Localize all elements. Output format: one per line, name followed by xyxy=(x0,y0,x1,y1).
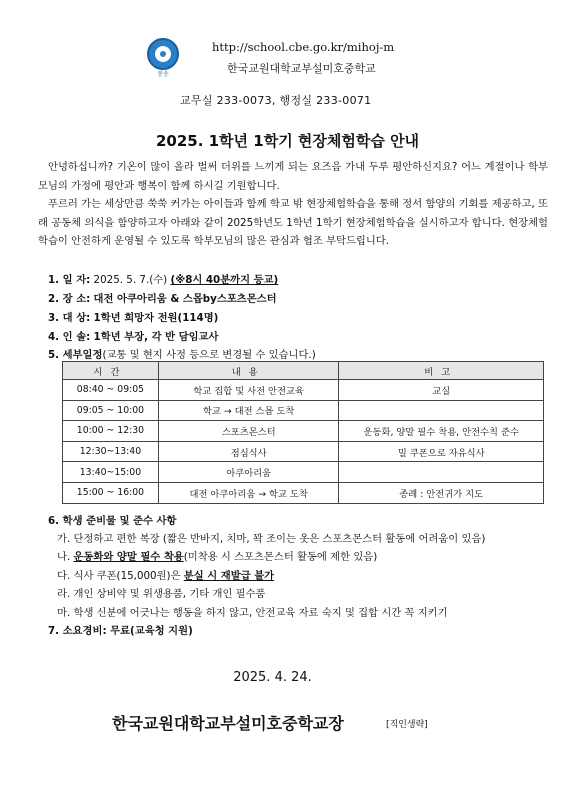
item-leaders-value: 1학년 부장, 각 반 담임교사 xyxy=(93,331,219,343)
item-target-value: 1학년 희망자 전원(114명) xyxy=(93,312,219,324)
row-note xyxy=(339,462,544,483)
prep-item-b xyxy=(57,548,377,563)
row-time: 12:30~13:40 xyxy=(63,441,159,462)
schedule-table xyxy=(62,361,544,504)
table-row xyxy=(63,482,544,503)
item-schedule-note: (교통 및 현지 사정 등으로 변경될 수 있습니다.) xyxy=(102,349,316,361)
seal-note: [직인생략] xyxy=(386,720,428,730)
item-leaders-label: 4. 인 솔: xyxy=(48,331,91,343)
contact-phones: 교무실 233-0073, 행정실 233-0071 xyxy=(180,94,372,107)
row-content: 점심식사 xyxy=(158,441,339,462)
table-row xyxy=(63,441,544,462)
table-row xyxy=(63,462,544,483)
row-note: 교실 xyxy=(339,380,544,401)
intro-paragraph-1: 안녕하십니까? 기온이 많이 올라 벌써 더위를 느끼게 되는 요즈음 가내 두루 평안하신지요? 어느 계절이나 학부모님의 가정에 평안과 행복이 함께 하시길 기원합니다. xyxy=(38,161,548,192)
header-time: 시간 xyxy=(63,362,159,380)
header-note: 비고 xyxy=(339,362,544,380)
prep-item-b-emphasis: 운동화와 양말 필수 착용 xyxy=(73,551,184,563)
item-date-label: 1. 일 자: xyxy=(48,274,91,286)
row-time: 13:40~15:00 xyxy=(63,462,159,483)
prep-item-e: 마. 학생 신분에 어긋나는 행동을 하지 않고, 안전교육 자료 숙지 및 집합 시간 꼭 지키기 xyxy=(57,607,448,619)
issue-date: 2025. 4. 24. xyxy=(233,670,312,685)
school-logo xyxy=(147,38,179,78)
item-leaders xyxy=(48,328,218,343)
row-time: 15:00 ~ 16:00 xyxy=(63,482,159,503)
intro-text xyxy=(38,158,548,251)
row-content: 아쿠아리움 xyxy=(158,462,339,483)
item-schedule xyxy=(48,346,316,361)
table-row xyxy=(63,421,544,442)
schedule-header-row xyxy=(63,362,544,380)
row-content: 스포츠몬스터 xyxy=(158,421,339,442)
prep-item-b-prefix: 나. xyxy=(57,551,74,563)
school-url: http://school.cbe.go.kr/mihoj-m xyxy=(212,40,395,54)
item-place-value: 대전 아쿠아리움 & 스몹by스포츠몬스터 xyxy=(93,293,277,305)
row-note: 운동화, 양말 필수 착용, 안전수칙 준수 xyxy=(339,421,544,442)
row-note: 종례 : 안전귀가 지도 xyxy=(339,482,544,503)
cost-line: 7. 소요경비: 무료(교육청 지원) xyxy=(48,625,193,637)
item-place xyxy=(48,290,277,305)
row-note xyxy=(339,400,544,421)
row-time: 08:40 ~ 09:05 xyxy=(63,380,159,401)
prep-item-c xyxy=(57,567,274,582)
item-target-label: 3. 대 상: xyxy=(48,312,91,324)
table-row xyxy=(63,380,544,401)
row-time: 09:05 ~ 10:00 xyxy=(63,400,159,421)
item-target xyxy=(48,309,218,324)
principal-signature: 한국교원대학교부설미호중학교장 xyxy=(112,714,344,733)
item-date-value: 2025. 5. 7.(수) xyxy=(93,274,168,286)
item-schedule-label: 5. 세부일정 xyxy=(48,349,103,361)
row-note: 밀 쿠폰으로 자유식사 xyxy=(339,441,544,462)
prep-item-c-emphasis: 분실 시 재발급 불가 xyxy=(183,570,275,582)
header-content: 내용 xyxy=(158,362,339,380)
prep-item-b-suffix: (미착용 시 스포츠몬스터 활동에 제한 있음) xyxy=(183,551,378,563)
row-time: 10:00 ~ 12:30 xyxy=(63,421,159,442)
item-date-note: (※8시 40분까지 등교) xyxy=(170,274,279,286)
document-title: 2025. 1학년 1학기 현장체험학습 안내 xyxy=(155,132,420,150)
prep-item-c-prefix: 다. 식사 쿠폰(15,000원)은 xyxy=(57,570,184,582)
row-content: 학교 → 대전 스몹 도착 xyxy=(158,400,339,421)
logo-text: 봉송 xyxy=(157,71,169,78)
logo-center xyxy=(160,51,166,57)
prep-item-d: 라. 개인 상비약 및 위생용품, 기타 개인 필수품 xyxy=(57,588,266,600)
school-name-header: 한국교원대학교부설미호중학교 xyxy=(227,62,376,75)
row-content: 대전 아쿠아리움 → 학교 도착 xyxy=(158,482,339,503)
item-date xyxy=(48,271,278,286)
prep-item-a: 가. 단정하고 편한 복장 (짧은 반바지, 치마, 꽉 조이는 옷은 스포츠몬스터 활동에 어려움이 있음) xyxy=(57,533,486,545)
row-content: 학교 집합 및 사전 안전교육 xyxy=(158,380,339,401)
intro-paragraph-2: 푸르러 가는 세상만큼 쑥쑥 커가는 아이들과 함께 학교 밖 현장체험학습을 통해 정서 함양의 기회를 제공하고, 또래 공동체 의식을 함양하고자 아래와 같이 2025학년도 1학년 1학기 현장체험학습을 실시하고자 합니다. 현장체험학습이 안전하게 운영될 수 있도록 학부모님의 많은 관심과 협조 부탁드립니다. xyxy=(38,198,548,247)
prep-heading: 6. 학생 준비물 및 준수 사항 xyxy=(48,515,177,527)
table-row xyxy=(63,400,544,421)
item-place-label: 2. 장 소: xyxy=(48,293,91,305)
